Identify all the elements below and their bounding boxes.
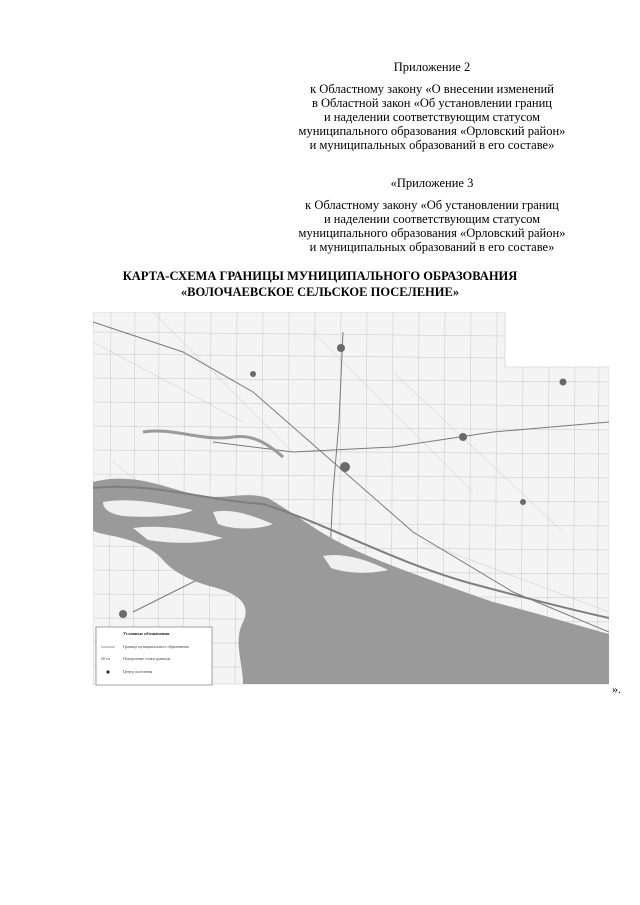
legend-item-center: Центр поселения [123,669,153,674]
legend-point-label: 20 тп [101,656,110,661]
boundary-map [93,312,609,692]
appendix-2-block [282,60,582,152]
appendix-3-line: к Областному закону «Об установлении границ [305,198,559,212]
map-title-line-2: «ВОЛОЧАЕВСКОЕ СЕЛЬСКОЕ ПОСЕЛЕНИЕ» [180,285,460,299]
appendix-3-heading: «Приложение 3 [390,176,474,190]
appendix-3-line: и наделении соответствующим статусом [323,212,541,226]
closing-quote-mark: ». [612,682,621,696]
appendix-2-line: и муниципальных образований в его составе» [309,138,555,152]
appendix-2-line: и наделении соответствующим статусом [323,110,541,124]
appendix-2-line: к Областному закону «О внесении изменений [310,82,554,96]
map-legend [96,627,212,685]
appendix-3-line: муниципального образования «Орловский район» [298,226,566,240]
appendix-2-line: в Областной закон «Об установлении границ [311,96,552,110]
legend-item-boundary: Граница муниципального образования [123,644,189,649]
appendix-3-line: и муниципальных образований в его составе» [309,240,555,254]
appendix-3-block [282,176,582,254]
map-title [0,268,640,300]
appendix-2-line: муниципального образования «Орловский район» [298,124,566,138]
appendix-2-heading: Приложение 2 [393,60,471,74]
legend-item-points: Поворотные точки границы [123,656,171,661]
legend-title: Условные обозначения [123,631,170,636]
center-point-icon [106,670,109,673]
map-title-line-1: КАРТА-СХЕМА ГРАНИЦЫ МУНИЦИПАЛЬНОГО ОБРАЗОВАНИЯ [122,269,518,283]
